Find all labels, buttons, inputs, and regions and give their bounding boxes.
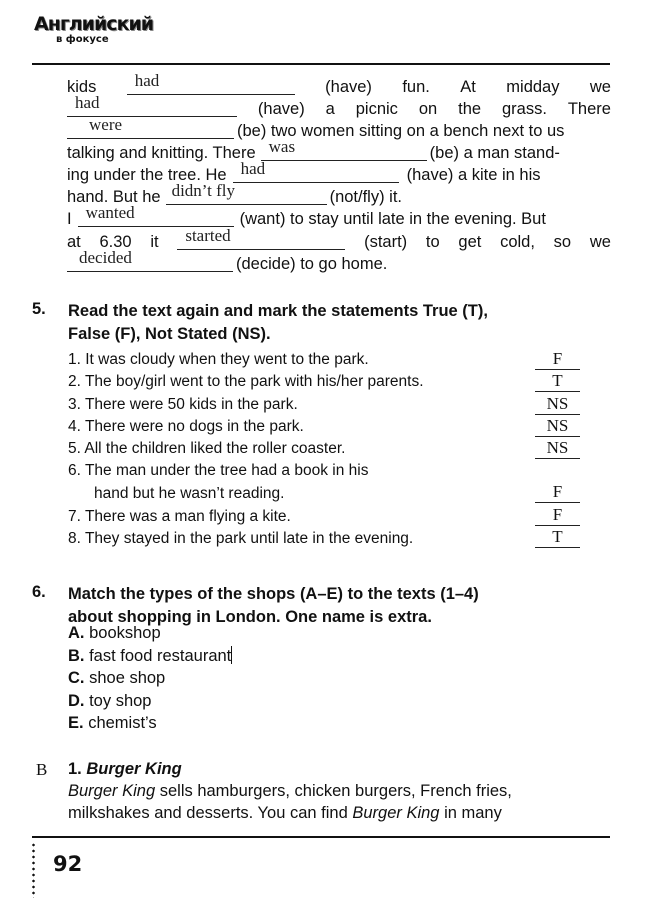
option-text: toy shop [89,692,152,710]
text: hand. But he [67,188,161,206]
answer-field[interactable]: F [535,505,580,526]
answer-field[interactable]: NS [535,438,580,459]
task-number: 6. [32,583,46,601]
passage-line [67,159,611,186]
word: the [458,100,482,118]
option-d [68,690,151,712]
option-c [68,667,165,689]
answer-text: had [240,159,266,178]
word: so [553,233,572,251]
word: get [458,233,482,251]
word: we [589,78,611,96]
option-letter: B. [68,647,85,665]
word: a [325,100,335,118]
word: on [418,100,438,118]
option-letter: C. [68,669,85,687]
text-body-line [68,802,502,824]
statement: 7. There was a man flying a kite. [68,508,291,525]
answer-text: wanted [85,203,135,222]
answer-blank[interactable] [67,115,234,139]
option-letter: E. [68,714,84,732]
text-number: 1. [68,760,82,778]
text: (have) a kite in his [406,166,541,184]
word: (have) [325,78,372,96]
answer-text: started [185,226,231,245]
text-cursor [231,646,232,664]
word: midday [506,78,560,96]
option-text: chemist’s [88,714,157,732]
word: fun. [402,78,430,96]
option-text: fast food restaurant [89,647,232,665]
statement: 1. It was cloudy when they went to the park. [68,351,369,368]
answer-text: had [134,71,160,90]
option-letter: A. [68,624,85,642]
text: ing under the tree. He [67,166,227,184]
word: At [460,78,476,96]
text: kids [67,78,97,96]
statement: 8. They stayed in the park until late in the evening. [68,530,414,547]
text: talking and knitting. There [67,144,256,162]
task-heading [68,300,488,346]
statement: 3. There were 50 kids in the park. [68,396,298,413]
answer-text: decided [79,248,132,267]
heading-line: False (F), Not Stated (NS). [68,325,271,343]
answer-field[interactable]: NS [535,394,580,415]
logo-subtitle: в фокусе [56,34,109,45]
answer-text: had [75,93,100,112]
italic-text: Burger King [68,782,156,800]
text: (want) to stay until late in the evening. But [239,210,546,228]
text: (decide) to go home. [236,255,388,273]
text: (not/fly) it. [329,188,403,206]
page-number: 92 [53,852,83,876]
statement-continuation: hand but he wasn’t reading. [94,485,285,502]
text-title-name: Burger King [86,760,182,778]
text: (be) a man stand- [429,144,560,162]
text: sells hamburgers, chicken burgers, French fries, [155,782,512,800]
answer-text: didn’t fly [171,181,236,200]
logo-title: Английский [34,13,154,35]
option-e [68,712,157,734]
text-body-line [68,780,512,802]
option-text: shoe shop [89,669,166,687]
book-logo [34,14,153,45]
answer-field[interactable]: NS [535,416,580,437]
text-title [68,758,182,780]
option-a [68,622,161,644]
text: in many [439,804,502,822]
word: grass. [501,100,547,118]
heading-line: Match the types of the shops (A–E) to the texts (1–4) [68,585,479,603]
footer-rule [32,836,610,838]
answer-field[interactable]: F [535,349,580,370]
word: There [567,100,611,118]
word: 6.30 [99,233,132,251]
text: (be) two women sitting on a bench next to us [237,122,565,140]
answer-field[interactable]: F [535,482,580,503]
word: picnic [355,100,398,118]
option-letter: D. [68,692,85,710]
answer-text: were [89,115,123,134]
answer-field[interactable]: T [535,371,580,392]
text: milkshakes and desserts. You can find [68,804,353,822]
word: it [150,233,159,251]
word: cold, [500,233,535,251]
statement: 5. All the children liked the roller coaster. [68,440,346,457]
word: to [425,233,440,251]
answer-field[interactable]: T [535,527,580,548]
answer-text: was [268,137,296,156]
heading-line: Read the text again and mark the statements True (T), [68,302,488,320]
answer-blank[interactable] [67,248,233,272]
word: at [67,233,81,251]
option-b [68,645,232,667]
dotted-margin [32,842,35,898]
word: (have) [257,100,305,118]
task-number: 5. [32,300,46,318]
option-text: bookshop [89,624,161,642]
word: (start) [364,233,408,251]
text: I [67,210,72,228]
word: we [589,233,611,251]
answer-mark[interactable]: B [36,760,48,779]
statement: 2. The boy/girl went to the park with his/her parents. [68,373,424,390]
italic-text: Burger King [352,804,440,822]
statement: 6. The man under the tree had a book in his [68,462,369,479]
passage-line [67,248,611,275]
statement: 4. There were no dogs in the park. [68,418,304,435]
heading-line: about shopping in London. One name is extra. [68,608,432,626]
header-rule [32,63,610,65]
